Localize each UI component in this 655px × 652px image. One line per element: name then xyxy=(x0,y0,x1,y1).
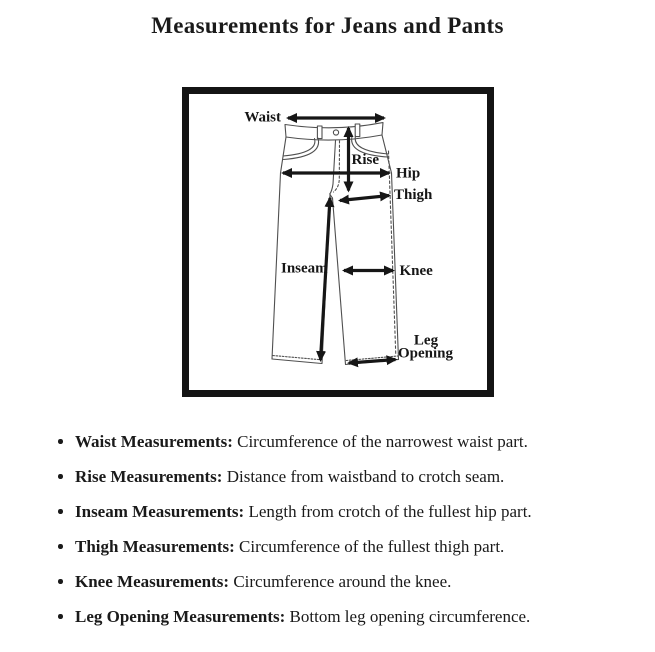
definition-text: Circumference of the narrowest waist part. xyxy=(237,432,528,451)
leg-opening-label-line2: Opening xyxy=(397,345,454,362)
bullet-icon xyxy=(58,614,63,619)
definition-text: Length from crotch of the fullest hip part. xyxy=(248,502,532,521)
definition-term: Rise Measurements: xyxy=(75,467,223,486)
definition-term: Knee Measurements: xyxy=(75,572,230,591)
page-title: Measurements for Jeans and Pants xyxy=(151,13,504,38)
definition-text: Circumference of the fullest thigh part. xyxy=(239,537,505,556)
definition-text: Circumference around the knee. xyxy=(233,572,452,591)
waist-button xyxy=(333,130,338,135)
definition-item-waist xyxy=(47,424,622,459)
definition-item-inseam xyxy=(47,494,622,529)
leg-opening-label-line1: Leg xyxy=(413,332,439,349)
definition-term: Thigh Measurements: xyxy=(75,537,235,556)
definition-item-leg-opening xyxy=(47,599,622,634)
pants-measurement-diagram xyxy=(182,87,495,398)
bullet-icon xyxy=(58,579,63,584)
thigh-label: Thigh xyxy=(394,187,433,203)
knee-label: Knee xyxy=(399,263,433,279)
waist-label: Waist xyxy=(244,109,281,126)
bullet-icon xyxy=(58,509,63,514)
bullet-icon xyxy=(58,439,63,444)
definition-term: Waist Measurements: xyxy=(75,432,233,451)
definitions-list xyxy=(47,424,622,634)
definition-term: Leg Opening Measurements: xyxy=(75,607,286,626)
definition-text: Bottom leg opening circumference. xyxy=(289,607,531,626)
definition-item-knee xyxy=(47,564,622,599)
inseam-label: Inseam xyxy=(281,260,328,277)
definition-term: Inseam Measurements: xyxy=(75,502,245,521)
bullet-icon xyxy=(58,474,63,479)
diagram-canvas xyxy=(182,87,495,398)
definition-text: Distance from waistband to crotch seam. xyxy=(226,467,505,486)
definition-item-rise xyxy=(47,459,622,494)
rise-label: Rise xyxy=(351,152,379,168)
definition-item-thigh xyxy=(47,529,622,564)
belt-loop-left xyxy=(317,126,322,139)
bullet-icon xyxy=(58,544,63,549)
belt-loop-right xyxy=(355,124,360,137)
hip-label: Hip xyxy=(396,165,421,182)
